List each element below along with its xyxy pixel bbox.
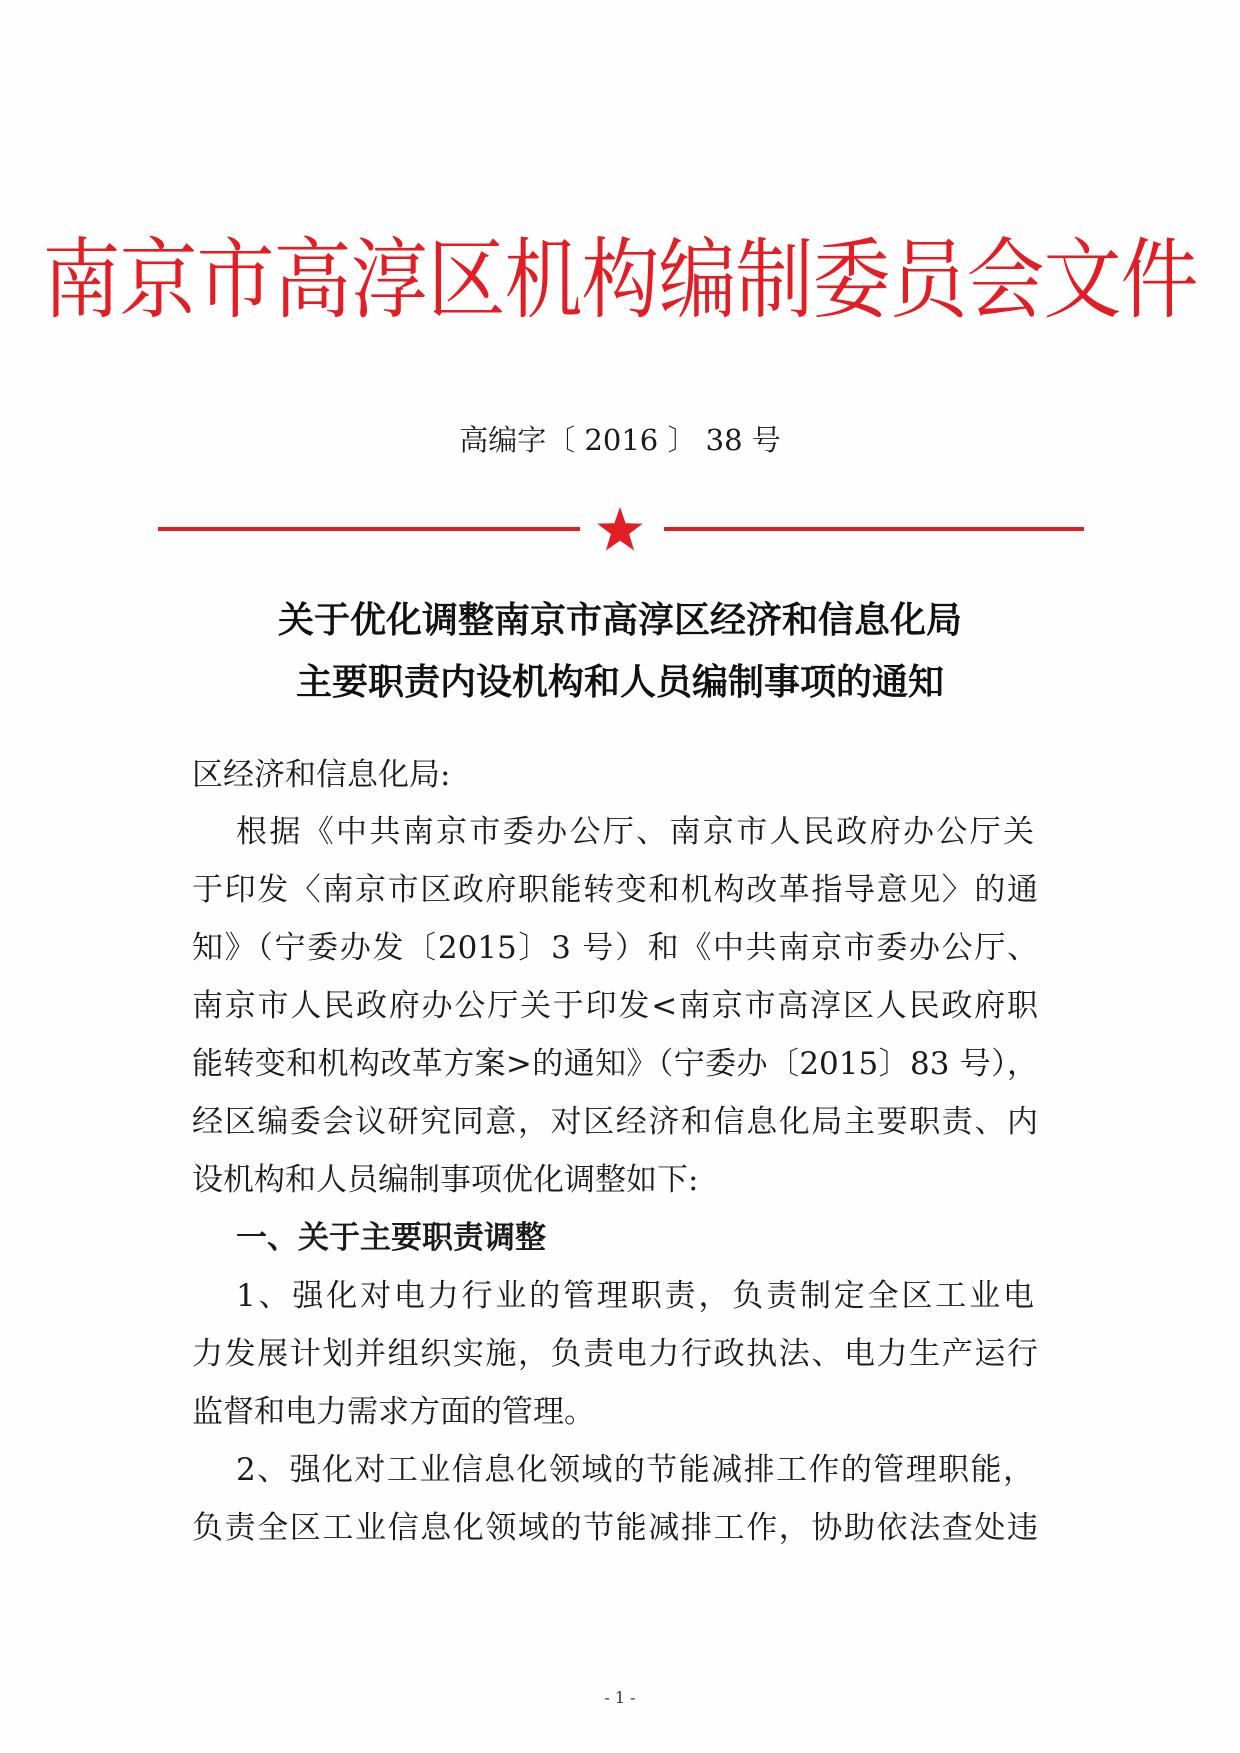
section-heading: 一、关于主要职责调整 xyxy=(236,1220,546,1256)
recipient: 区经济和信息化局: xyxy=(192,757,451,793)
page-number: - 1 - xyxy=(604,1688,636,1707)
red-divider-right xyxy=(664,527,1084,531)
notice-title-line-1: 关于优化调整南京市高淳区经济和信息化局 xyxy=(277,599,962,641)
body-line: 1、强化对电力行业的管理职责，负责制定全区工业电 xyxy=(236,1278,1034,1314)
notice-title-line-2: 主要职责内设机构和人员编制事项的通知 xyxy=(295,661,944,703)
body-line: 能转变和机构改革方案>的通知》（宁委办〔2015〕83 号）， xyxy=(192,1046,1038,1082)
body-line: 经区编委会议研究同意，对区经济和信息化局主要职责、内 xyxy=(192,1104,1038,1140)
body-line: 于印发〈南京市区政府职能转变和机构改革指导意见〉的通 xyxy=(192,872,1038,908)
body-line: 监督和电力需求方面的管理。 xyxy=(192,1394,595,1430)
body-line: 设机构和人员编制事项优化调整如下: xyxy=(192,1162,699,1198)
issuing-organization-header: 南京市高淳区机构编制委员会文件 xyxy=(42,230,1198,332)
body-line: 根据《中共南京市委办公厅、南京市人民政府办公厅关 xyxy=(236,814,1034,850)
body-line: 南京市人民政府办公厅关于印发<南京市高淳区人民政府职 xyxy=(192,988,1038,1024)
body-line: 力发展计划并组织实施，负责电力行政执法、电力生产运行 xyxy=(192,1336,1038,1372)
red-star-icon xyxy=(596,506,644,552)
body-line: 知》（宁委办发〔2015〕3 号）和《中共南京市委办公厅、 xyxy=(192,930,1038,966)
body-line: 2、强化对工业信息化领域的节能减排工作的管理职能， xyxy=(236,1452,1034,1488)
document-number: 高编字〔 2016 〕 38 号 xyxy=(459,423,781,457)
body-line: 负责全区工业信息化领域的节能减排工作，协助依法查处违 xyxy=(192,1510,1038,1546)
red-divider-left xyxy=(158,527,580,531)
